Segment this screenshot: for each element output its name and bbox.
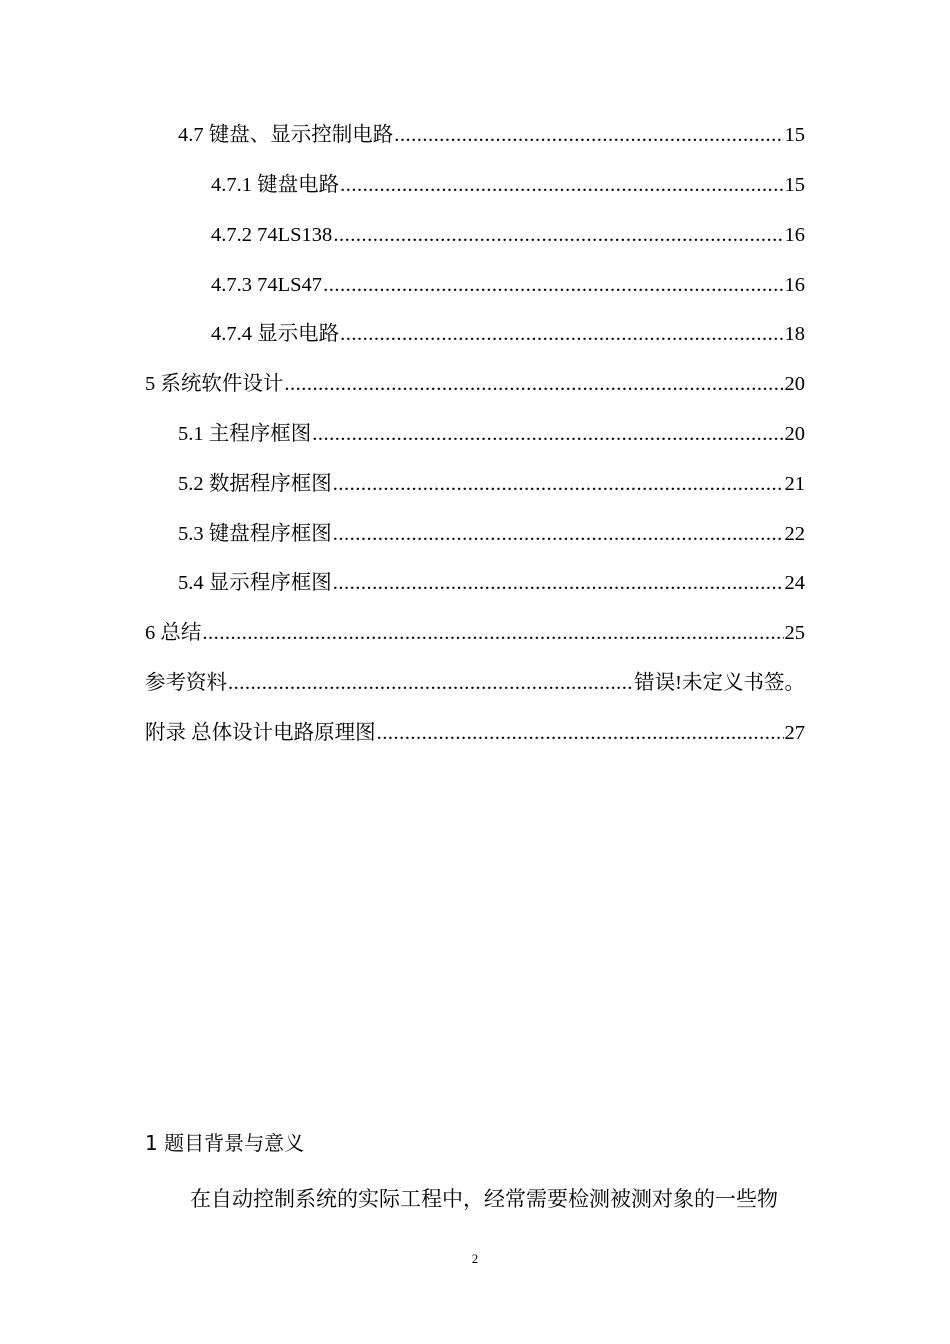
body-paragraph: 在自动控制系统的实际工程中，经常需要检测被测对象的一些物 [190,1187,778,1211]
toc-entry-page: 20 [784,373,805,395]
page-number: 2 [471,1251,479,1266]
toc-dot-leader [333,469,784,499]
section-heading: 1 题目背景与意义 [145,1131,305,1155]
toc-dot-leader [284,369,783,399]
toc-entry[interactable] [178,120,805,150]
toc-entry[interactable] [211,220,805,250]
toc-entry[interactable] [145,718,805,748]
toc-entry-title: 4.7.4 显示电路 [211,323,340,345]
toc-entry-page: 21 [784,473,805,495]
toc-entry-title: 4.7 键盘、显示控制电路 [178,124,394,146]
toc-entry-page: 15 [784,124,805,146]
toc-entry[interactable] [145,369,805,399]
toc-entry-title: 5 系统软件设计 [145,373,284,395]
toc-entry[interactable] [211,170,805,200]
toc-entry-page: 16 [784,274,805,296]
toc-entry[interactable] [211,319,805,349]
toc-dot-leader [377,718,784,748]
toc-dot-leader [323,270,783,300]
toc-entry-title: 4.7.3 74LS47 [211,274,323,296]
toc-entry-page: 22 [784,523,805,545]
toc-entry[interactable] [145,668,805,698]
toc-entry[interactable] [178,519,805,549]
toc-entry[interactable] [211,270,805,300]
toc-dot-leader [333,519,784,549]
toc-dot-leader [340,319,783,349]
toc-dot-leader [333,568,784,598]
toc-entry-title: 4.7.2 74LS138 [211,224,333,246]
toc-entry-page: 25 [784,622,805,644]
toc-entry-page: 24 [784,572,805,594]
toc-entry-title: 5.3 键盘程序框图 [178,523,332,545]
toc-entry-title: 5.2 数据程序框图 [178,473,332,495]
toc-entry-title: 5.1 主程序框图 [178,423,312,445]
toc-entry-title: 附录 总体设计电路原理图 [145,722,376,744]
toc-dot-leader [312,419,783,449]
toc-entry-title: 5.4 显示程序框图 [178,572,332,594]
toc-dot-leader [202,618,783,648]
toc-entry-page: 18 [784,323,805,345]
toc-entry-page: 15 [784,174,805,196]
toc-entry[interactable] [178,568,805,598]
toc-entry-page: 27 [784,722,805,744]
toc-entry[interactable] [145,618,805,648]
toc-dot-leader [340,170,783,200]
toc-entry-page: 20 [784,423,805,445]
toc-dot-leader [333,220,783,250]
toc-entry[interactable] [178,419,805,449]
toc-entry-title: 参考资料 [145,672,227,694]
toc-entry-page: 错误!未定义书签。 [634,672,805,694]
toc-entry[interactable] [178,469,805,499]
toc-entry-page: 16 [784,224,805,246]
toc-dot-leader [228,668,633,698]
toc-entry-title: 6 总结 [145,622,202,644]
toc-entry-title: 4.7.1 键盘电路 [211,174,340,196]
toc-dot-leader [394,120,783,150]
